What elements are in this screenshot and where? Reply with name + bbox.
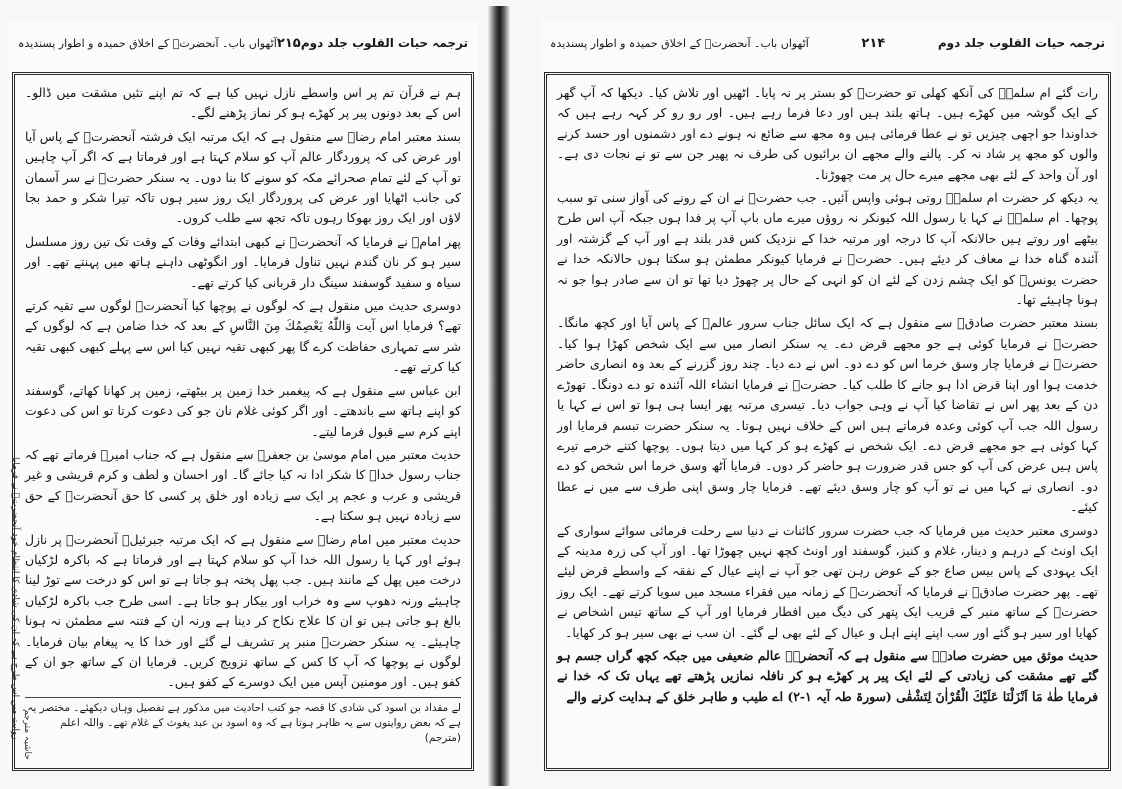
paragraph: بسند معتبر امام رضاؑ سے منقول ہے کہ ایک مرتبہ ایک فرشتہ آنحضرتؐ کے پاس آیا اور عرض کی کہ پروردگار عالم آپ کو سلام کہتا ہے اور فرماتا ہے کہ اگر آپ چاہیں تو آپ کے لئے تمام صحرائے مکہ کو سونے کا بنا دوں۔ یہ سنکر حضرتؐ نے سر آسمان کی جانب اٹھایا اور عرض کی پروردگار ایک روز سیر ہوں تاکہ تیرا شکر و حمد بجا لاؤں اور ایک روز بھوکا رہوں تاکہ تجھ سے طلب کروں۔ [25, 128, 461, 226]
paragraph: رات گئے ام سلمہؓ کی آنکھ کھلی تو حضرتؐ کو بستر پر نہ پایا۔ اٹھیں اور تلاش کیا۔ دیکھا کہ آپ گھر کے ایک گوشہ میں کھڑے ہیں۔ ہاتھ بلند ہیں اور دعا فرما رہے ہیں۔ اور رو رو کر کہہ رہے ہیں کہ خداوندا جو اچھی چیزیں تو نے عطا فرمائی ہیں وہ مجھ سے ضائع نہ ہونے دے اور دشمنوں اور حسد کرنے والوں کو مجھ پر شاد نہ کر۔ پالنے والے مجھے ان برائیوں کی طرف نہ پھیر جن سے تو نے نجات دی ہے۔ اور آن واحد کے لئے بھی مجھے میرے حال پر مت چھوڑنا۔ [557, 85, 1098, 182]
left-header-title: ترجمہ حیات القلوب جلد دوم [300, 36, 468, 50]
right-page [540, 20, 1115, 771]
paragraph: ہم نے قرآن تم پر اس واسطے نازل نہیں کیا ہے کہ تم اپنے تئیں مشقت میں ڈالو۔ اس کے بعد دونوں پیر پر کھڑے ہو کر نماز پڑھنے لگے۔ [25, 85, 461, 121]
right-page-header [540, 20, 1115, 66]
left-header-chapter: آٹھواں باب۔ آنحضرتؐ کے اخلاق حمیدہ و اطوار پسندیدہ [18, 36, 277, 50]
paragraph: حدیث موثق میں حضرت صادقؑ سے منقول ہے کہ آنحضرتؐ عالم ضعیفی میں جبکہ کچھ گراں جسم ہو گئے تھے مشقت کی زیادتی کے لئے ایک پیر پر کھڑے ہو کر نافلہ نمازیں پڑھتے تھے یہاں تک کہ خدا نے فرمایا طٰهٰ مَا اَنْزَلْنَا عَلَيْكَ الْقُرْاٰنَ لِتَشْقٰى (سورۃ طہ آیہ ۱-۲) اے طیب و طاہر خلق کے ہدایت کرنے والے [557, 647, 1098, 704]
paragraph: دوسری معتبر حدیث میں فرمایا کہ جب حضرت سرور کائنات نے دنیا سے رحلت فرمائی سوائے سواری کے ایک اونٹ کے درہم و دینار، غلام و کنیز، گوسفند اور اونٹ کچھ نہیں چھوڑا تھا۔ اور آپ کی زرہ مدینہ کے ایک یہودی کے پاس بیس صاع جو کے عوض رہن تھی جو آپ نے اپنے عیال کے نفقہ کے واسطے قرض لیئے تھے۔ پھر حضرت صادقؑ نے فرمایا کہ آنحضرتؐ کے زمانہ میں فقراء مسجد میں سویا کرتے تھے۔ ایک روز حضرتؐ کے ساتھ منبر کے قریب ایک پتھر کی دیگ میں افطار فرمایا اور آپ کے ساتھ تیس اشخاص نے کھایا اور سیر ہو گئے اور سب اپنے اپنے اہل و عیال کے لئے بھی لے گئے۔ ان سب نے بھی سیر ہو کر کھایا۔ [557, 522, 1098, 640]
margin-note: روایت میں اس طرح ہے کہ ان کی شادی کا انتظام خود آنحضرتؐ نے فرمایا [10, 457, 20, 740]
right-header-title: ترجمہ حیات القلوب جلد دوم [937, 36, 1105, 50]
paragraph: حدیث معتبر میں امام رضاؑ سے منقول ہے کہ ایک مرتبہ جبرئیلؑ آنحضرتؐ پر نازل ہوئے اور کہا یا رسول اللہ خدا آپ کو سلام کہتا ہے اور فرماتا ہے کہ باکرہ لڑکیاں درخت میں پھل کے مانند ہیں۔ جب پھل پختہ ہو جاتا ہے تو اس کو درخت سے توڑ لینا چاہیئے ورنہ دھوپ سے وہ خراب اور بیکار ہو جاتا ہے۔ اسی طرح جب باکرہ لڑکیاں بالغ ہو جاتی ہیں تو ان کا علاج نکاح کر دینا ہے ورنہ ان کے فتنہ سے مطمئن نہ ہونا چاہیئے۔ یہ سنکر حضرتؐ منبر پر تشریف لے گئے اور خدا کا یہ پیغام بیان فرمایا۔ لوگوں نے پوچھا کہ آپ کا کس کے ساتھ تزویج کریں۔ فرمایا ان کے ساتھ جو ان کے کفو ہیں۔ اور مومنین آپس میں ایک دوسرے کے کفو ہیں۔ [25, 531, 461, 690]
left-text-frame [12, 72, 474, 771]
book-gutter [488, 6, 510, 786]
right-text-frame [544, 72, 1111, 771]
paragraph: دوسری حدیث میں منقول ہے کہ لوگوں نے پوچھا کیا آنحضرتؐ لوگوں سے تقیہ کرتے تھے؟ فرمایا اس آیت وَاللّٰهُ يَعْصِمُكَ مِنَ النَّاسِ کے بعد کہ خدا ضامن ہے کہ لوگوں کے شر سے تمہاری حفاظت کرے گا پھر کبھی تقیہ نہیں کیا اس سے پہلے کبھی کبھی تقیہ کیا کرتے تھے۔ [25, 298, 461, 375]
right-header-chapter: آٹھواں باب۔ آنحضرتؐ کے اخلاق حمیدہ و اطوار پسندیدہ [550, 36, 809, 50]
paragraph: یہ دیکھ کر حضرت ام سلمہؓ روتی ہوئی واپس آئیں۔ جب حضرتؐ نے ان کے رونے کی آواز سنی تو سبب پوچھا۔ ام سلمہؓ نے کہا یا رسول اللہ کیونکر نہ روؤں میرے ماں باپ آپ پر فدا ہوں جبکہ آپ اس طرح بیٹھے اور روتے ہیں حالانکہ آپ کا درجہ اور مرتبہ خدا کے نزدیک کس قدر بلند ہے اور آپ کے گزشتہ اور آئندہ گناہ خدا نے معاف کر دیئے ہیں۔ حضرتؐ نے فرمایا کیونکر مطمئن ہو سکتا ہوں حالانکہ خدا نے حضرت یونسؑ کو ایک چشم زدن کے لئے ان کو انہی کے حال پر چھوڑ دیا تھا تو ان سے صادر ہوا جو نہ ہونا چاہیئے تھا۔ [557, 190, 1098, 308]
right-body-text [557, 83, 1098, 707]
paragraph: بسند معتبر حضرت صادقؑ سے منقول ہے کہ ایک سائل جناب سرور عالمؐ کے پاس آیا اور کچھ مانگا۔ حضرتؐ نے فرمایا کوئی ہے جو مجھے قرض دے۔ یہ سنکر انصار میں سے ایک شخص کھڑا ہوا کیا۔ حضرتؐ نے فرمایا چار وسق خرما اس کو دے دو۔ اس نے دے دیا۔ چند روز گزرنے کے بعد وہ انصاری حاضر خدمت ہوا اور اپنا قرض ادا ہو جانے کا طلب کیا۔ حضرتؐ نے فرمایا انشاء اللہ آئندہ تو دے دونگا۔ تھوڑے دن کے بعد پھر اس نے تقاضا کیا آپ نے وہی جواب دیا۔ تیسری مرتبہ پھر ایسا ہی ہوا تو اس نے کہا یا رسول اللہ جب آپ کوئی وعدہ فرماتے ہیں اس کے خلاف نہیں ہوتا۔ یہ سنکر حضرت تبسم فرمایا اور کہا کوئی ہے جو مجھے قرض دے۔ ایک شخص نے کھڑے ہو کر کہا میں دیتا ہوں۔ پوچھا کتنے خرمے تیرے پاس ہیں عرض کی آپ کو جس قدر ضرورت ہو حاضر کر دوں۔ فرمایا آٹھ وسق خرما اس شخص کو دے دو۔ انصاری نے کہا میں نے تو آپ کو چار وسق دیئے تھے۔ فرمایا چار وسق اپنی طرف سے میں نے عطا کیئے۔ [557, 315, 1098, 515]
paragraph: ابن عباس سے منقول ہے کہ پیغمبر خدا زمین پر بیٹھتے، زمین پر کھانا کھاتے، گوسفند کو اپنے ہاتھ سے باندھتے۔ اور اگر کوئی غلام نان جو کی دعوت کرتا تو اس کی دعوت اپنے کرم سے قبول فرما لیتے۔ [25, 382, 461, 439]
footnote: لے مقداد بن اسود کی شادی کا قصہ جو کتب احادیث میں مذکور ہے تفصیل وہاں دیکھئے۔ مختصر یہ ہے کہ بعض روایتوں سے یہ ظاہر ہوتا ہے کہ وہ اسود بن عبد یغوث کے غلام تھے۔ واللہ اعلم (مترجم) [25, 697, 461, 746]
paragraph: حدیث معتبر میں امام موسیٰ بن جعفرؑ سے منقول ہے کہ جناب امیرؑ فرماتے تھے کہ جناب رسول خداؐ کا شکر ادا نہ کیا جائے گا۔ اور احسان و لطف و کرم قریشی و غیر قریشی و عرب و عجم پر ایک سے زیادہ اور خلق پر کسی کا حق آنحضرتؐ کے حق سے زیادہ نہیں ہو سکتا ہے۔ [25, 446, 461, 524]
left-page-header [8, 20, 478, 66]
right-page-number: ۲۱۴ [861, 35, 886, 51]
margin-note: حاشیہ مترجم [22, 709, 32, 760]
left-page [8, 20, 478, 771]
left-body-text [25, 83, 461, 693]
left-page-number: ۲۱۵ [276, 35, 301, 51]
paragraph: پھر امامؑ نے فرمایا کہ آنحضرتؐ نے کبھی ابتدائے وفات کے وقت تک تین روز مسلسل سیر ہو کر نان گندم نہیں تناول فرمایا۔ اور انگوٹھی داہنے ہاتھ میں پہنتے تھے۔ اور سیاہ و سفید گوسفند سینگ دار قربانی کیا کرتے تھے۔ [25, 233, 461, 290]
